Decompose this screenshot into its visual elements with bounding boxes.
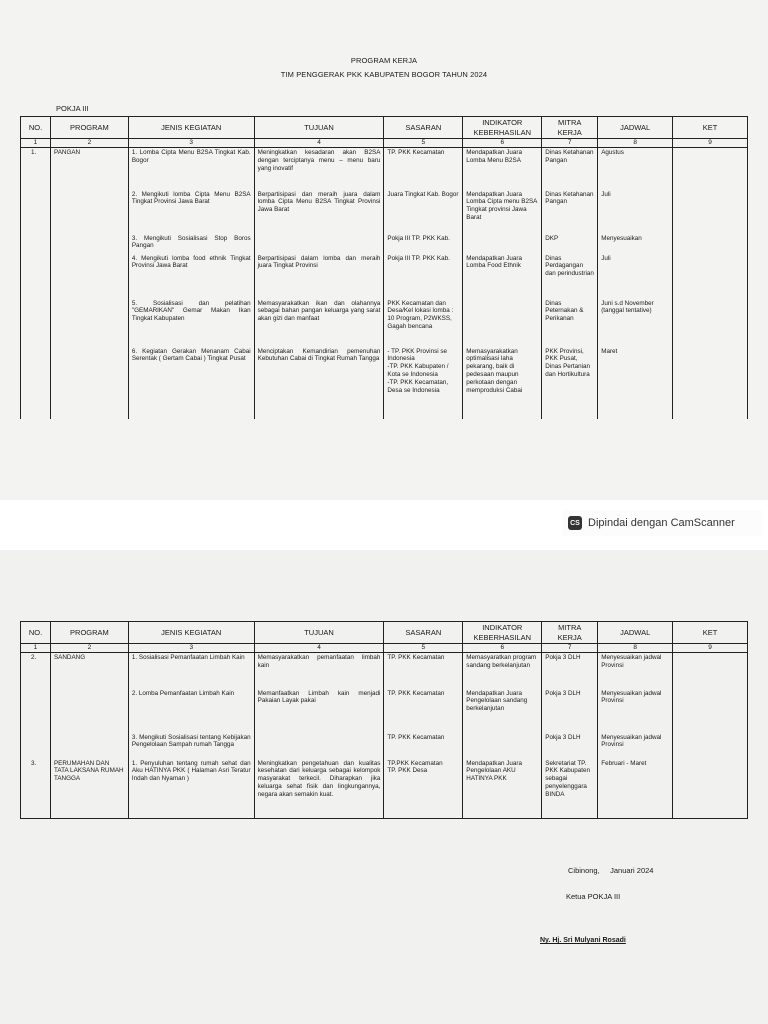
cell-mitra: Pokja 3 DLH — [542, 689, 598, 733]
cell-indikator — [463, 733, 542, 759]
column-number: 7 — [542, 644, 598, 653]
table-header-row — [21, 622, 748, 644]
document-title: PROGRAM KERJA — [350, 56, 418, 65]
cell-jadwal: Juli — [598, 254, 673, 299]
column-number: 8 — [598, 139, 673, 148]
signature-name: Ny. Hj. Sri Mulyani Rosadi — [540, 937, 626, 944]
column-header-mitra: MITRA KERJA — [542, 117, 598, 139]
table-row — [21, 759, 748, 819]
column-number: 6 — [463, 139, 542, 148]
cell-mitra: Pokja 3 DLH — [542, 733, 598, 759]
cell-kegiatan: 2. Mengikuti lomba Cipta Menu B2SA Tingkat Provinsi Jawa Barat — [128, 190, 254, 234]
signature-place-date: Cibinong, Januari 2024 — [568, 866, 654, 875]
cell-jadwal: Menyesuaikan jadwal Provinsi — [598, 689, 673, 733]
column-number: 4 — [254, 139, 384, 148]
cell-sasaran: TP. PKK Kecamatan — [384, 733, 463, 759]
column-header-tujuan: TUJUAN — [254, 117, 384, 139]
table-row — [21, 148, 748, 190]
cell-program: PANGAN — [50, 148, 128, 190]
cell-no — [21, 689, 51, 733]
column-header-kegiatan: JENIS KEGIATAN — [128, 117, 254, 139]
table-header-row — [21, 117, 748, 139]
cell-tujuan: Berpartisipasi dalam lomba dan meraih juara Tingkat Provinsi — [254, 254, 384, 299]
cell-sasaran: TP.PKK Kecamatan TP. PKK Desa — [384, 759, 463, 819]
cell-program — [50, 299, 128, 347]
cell-kegiatan: 5. Sosialisasi dan pelatihan "GEMARIKAN" Gemar Makan Ikan Tingkat Kabupaten — [128, 299, 254, 347]
cell-sasaran: Juara Tingkat Kab. Bogor — [384, 190, 463, 234]
column-number: 1 — [21, 644, 51, 653]
cell-program — [50, 234, 128, 254]
cell-kegiatan: 4. Mengikuti lomba food ethnik Tingkat Provinsi Jawa Barat — [128, 254, 254, 299]
cell-tujuan: Meningkatkan kesadaran akan B2SA dengan terciptanya menu – menu baru yang inovatif — [254, 148, 384, 190]
cell-kegiatan: 1. Penyuluhan tentang rumah sehat dan Aku HATINYA PKK ( Halaman Asri Teratur Indah dan Nyaman ) — [128, 759, 254, 819]
column-number: 6 — [463, 644, 542, 653]
cell-sasaran: TP. PKK Kecamatan — [384, 148, 463, 190]
cell-tujuan — [254, 234, 384, 254]
table-row — [21, 733, 748, 759]
cell-mitra: Dinas Peternakan & Perikanan — [542, 299, 598, 347]
column-number: 3 — [128, 644, 254, 653]
column-header-mitra: MITRA KERJA — [542, 622, 598, 644]
cell-mitra: DKP — [542, 234, 598, 254]
program-table-1 — [20, 116, 748, 419]
column-number: 9 — [673, 644, 748, 653]
cell-jadwal: Menyesuaikan — [598, 234, 673, 254]
cell-mitra: PKK Provinsi, PKK Pusat, Dinas Pertanian dan Hortikultura — [542, 347, 598, 419]
camscanner-label: Dipindai dengan CamScanner — [588, 517, 735, 529]
cell-sasaran: PKK Kecamatan dan Desa/Kel lokasi lomba : 10 Program, P2WKSS, Gagah bencana — [384, 299, 463, 347]
cell-ket — [673, 689, 748, 733]
cell-jadwal: Februari - Maret — [598, 759, 673, 819]
cell-mitra: Sekretariat TP. PKK Kabupaten sebagai penyelenggara BINDA — [542, 759, 598, 819]
column-number: 2 — [50, 644, 128, 653]
cell-ket — [673, 347, 748, 419]
cell-jadwal: Juli — [598, 190, 673, 234]
cell-ket — [673, 190, 748, 234]
cell-indikator — [463, 299, 542, 347]
cell-sasaran: TP. PKK Kecamatan — [384, 653, 463, 689]
program-table-2 — [20, 621, 748, 819]
cell-indikator: Memasyaratkan program sandang berkelanjutan — [463, 653, 542, 689]
column-header-ket: KET — [673, 622, 748, 644]
cell-no: 3. — [21, 759, 51, 819]
cell-program — [50, 254, 128, 299]
cell-no — [21, 254, 51, 299]
column-number-row — [21, 644, 748, 653]
cell-tujuan: Menciptakan Kemandirian pemenuhan Kebutuhan Cabai di Tingkat Rumah Tangga — [254, 347, 384, 419]
column-number: 5 — [384, 139, 463, 148]
cell-ket — [673, 759, 748, 819]
table-row — [21, 689, 748, 733]
cell-tujuan: Berpartisipasi dan meraih juara dalam lomba Cipta Menu B2SA Tingkat Provinsi Jawa Barat — [254, 190, 384, 234]
cell-no — [21, 347, 51, 419]
cell-sasaran: TP. PKK Kecamatan — [384, 689, 463, 733]
cell-program — [50, 190, 128, 234]
column-number: 4 — [254, 644, 384, 653]
column-header-jadwal: JADWAL — [598, 622, 673, 644]
column-number: 3 — [128, 139, 254, 148]
column-header-program: PROGRAM — [50, 622, 128, 644]
cell-kegiatan: 6. Kegiatan Gerakan Menanam Cabai Serentak ( Gertam Cabai ) Tingkat Pusat — [128, 347, 254, 419]
cell-tujuan: Memasyarakatkan pemanfaatan limbah kain — [254, 653, 384, 689]
cell-mitra: Dinas Ketahanan Pangan — [542, 148, 598, 190]
column-header-no: NO. — [21, 117, 51, 139]
column-number: 9 — [673, 139, 748, 148]
column-header-tujuan: TUJUAN — [254, 622, 384, 644]
cell-sasaran: Pokja III TP. PKK Kab. — [384, 254, 463, 299]
pokja-label: POKJA III — [56, 104, 89, 113]
cell-mitra: Dinas Perdagangan dan perindustrian — [542, 254, 598, 299]
table-row — [21, 234, 748, 254]
cell-no: 2. — [21, 653, 51, 689]
cell-indikator: Mendapatkan Juara Pengelolaan AKU HATINYA PKK — [463, 759, 542, 819]
cell-kegiatan: 1. Sosialisasi Pemanfaatan Limbah Kain — [128, 653, 254, 689]
cell-jadwal: Maret — [598, 347, 673, 419]
cell-program: PERUMAHAN DAN TATA LAKSANA RUMAH TANGGA — [50, 759, 128, 819]
cell-tujuan: Memasyarakatkan ikan dan olahannya sebagai bahan pangan keluarga yang sarat akan gizi dan manfaat — [254, 299, 384, 347]
table-row — [21, 653, 748, 689]
column-header-jadwal: JADWAL — [598, 117, 673, 139]
cell-kegiatan: 3. Mengikuti Sosialisasi Stop Boros Pangan — [128, 234, 254, 254]
column-number: 5 — [384, 644, 463, 653]
table-row — [21, 254, 748, 299]
document-subtitle: TIM PENGGERAK PKK KABUPATEN BOGOR TAHUN 2024 — [280, 70, 488, 79]
column-number: 1 — [21, 139, 51, 148]
column-header-indikator: INDIKATOR KEBERHASILAN — [463, 622, 542, 644]
cell-jadwal: Menyesuaikan jadwal Provinsi — [598, 653, 673, 689]
cell-program: SANDANG — [50, 653, 128, 689]
cell-jadwal: Agustus — [598, 148, 673, 190]
cell-indikator: Memasyarakatkan optimalisasi laha pekarang, baik di pedesaan maupun perkotaan dengan memproduksi Cabai — [463, 347, 542, 419]
column-number: 7 — [542, 139, 598, 148]
camscanner-icon: CS — [568, 516, 582, 530]
cell-tujuan — [254, 733, 384, 759]
cell-program — [50, 733, 128, 759]
cell-indikator: Mendapatkan Juara Lomba Cipta menu B2SA Tingkat provinsi Jawa Barat — [463, 190, 542, 234]
signature-role: Ketua POKJA III — [566, 892, 621, 901]
cell-no — [21, 234, 51, 254]
cell-tujuan: Meningkatkan pengetahuan dan kualitas kesehatan dari keluarga sebagai kelompok masyarakat terkecil. Diharapkan jika keluarga sehat fisik dan lingkungannya, negara akan semakin kuat. — [254, 759, 384, 819]
cell-jadwal: Menyesuaikan jadwal Provinsi — [598, 733, 673, 759]
column-number-row — [21, 139, 748, 148]
cell-kegiatan: 3. Mengikuti Sosialisasi tentang Kebijakan Pengelolaan Sampah rumah Tangga — [128, 733, 254, 759]
cell-tujuan: Memanfaatkan Limbah kain menjadi Pakaian Layak pakai — [254, 689, 384, 733]
cell-jadwal: Juni s.d November (tanggal tentative) — [598, 299, 673, 347]
cell-ket — [673, 653, 748, 689]
column-header-no: NO. — [21, 622, 51, 644]
cell-program — [50, 689, 128, 733]
cell-indikator: Mendapatkan Juara Pengelolaan sandang berkelanjutan — [463, 689, 542, 733]
cell-ket — [673, 234, 748, 254]
table-row — [21, 299, 748, 347]
column-header-kegiatan: JENIS KEGIATAN — [128, 622, 254, 644]
cell-no — [21, 299, 51, 347]
cell-ket — [673, 299, 748, 347]
cell-mitra: Dinas Ketahanan Pangan — [542, 190, 598, 234]
cell-indikator: Mendapatkan Juara Lomba Food Ethnik — [463, 254, 542, 299]
column-number: 8 — [598, 644, 673, 653]
cell-no: 1. — [21, 148, 51, 190]
cell-ket — [673, 148, 748, 190]
column-header-program: PROGRAM — [50, 117, 128, 139]
column-header-indikator: INDIKATOR KEBERHASILAN — [463, 117, 542, 139]
cell-no — [21, 733, 51, 759]
cell-indikator — [463, 234, 542, 254]
cell-indikator: Mendapatkan Juara Lomba Menu B2SA — [463, 148, 542, 190]
table-row — [21, 190, 748, 234]
cell-ket — [673, 733, 748, 759]
column-header-sasaran: SASARAN — [384, 622, 463, 644]
cell-sasaran: Pokja III TP. PKK Kab. — [384, 234, 463, 254]
cell-mitra: Pokja 3 DLH — [542, 653, 598, 689]
camscanner-watermark — [562, 510, 762, 536]
column-header-sasaran: SASARAN — [384, 117, 463, 139]
column-header-ket: KET — [673, 117, 748, 139]
cell-sasaran: - TP. PKK Provinsi se Indonesia -TP. PKK Kabupaten / Kota se Indonesia -TP. PKK Kecamatan, Desa se Indonesia — [384, 347, 463, 419]
cell-no — [21, 190, 51, 234]
column-number: 2 — [50, 139, 128, 148]
cell-program — [50, 347, 128, 419]
cell-kegiatan: 2. Lomba Pemanfaatan Limbah Kain — [128, 689, 254, 733]
cell-ket — [673, 254, 748, 299]
cell-kegiatan: 1. Lomba Cipta Menu B2SA Tingkat Kab. Bogor — [128, 148, 254, 190]
table-row — [21, 347, 748, 419]
